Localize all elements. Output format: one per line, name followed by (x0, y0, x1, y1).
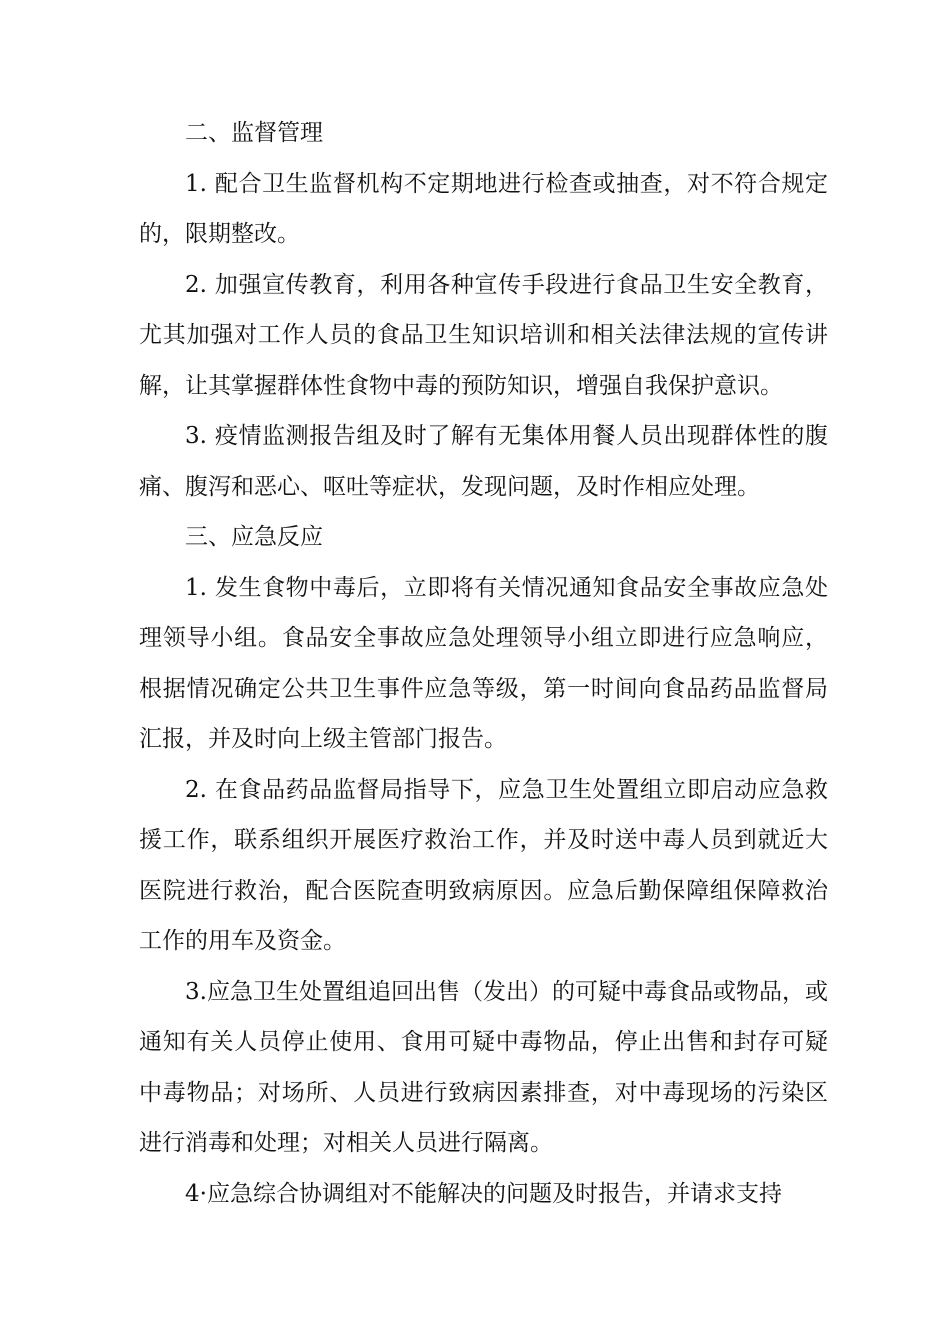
paragraph-emergency-1: 1. 发生食物中毒后，立即将有关情况通知食品安全事故应急处理领导小组。食品安全事故应急处理领导小组立即进行应急响应，根据情况确定公共卫生事件应急等级，第一时间向食品药品监督局汇报，并及时向上级主管部门报告。 (139, 574, 828, 752)
section-heading-supervision: 二、监督管理 (185, 120, 323, 146)
document-body (139, 108, 828, 1219)
paragraph-supervision-1: 1. 配合卫生监督机构不定期地进行检查或抽查，对不符合规定的，限期整改。 (139, 170, 828, 247)
paragraph-emergency-4: 4·应急综合协调组对不能解决的问题及时报告，并请求支持 (185, 1180, 782, 1207)
section-heading-emergency: 三、应急反应 (185, 524, 323, 550)
paragraph-emergency-3: 3.应急卫生处置组追回出售（发出）的可疑中毒食品或物品，或通知有关人员停止使用、食用可疑中毒物品，停止出售和封存可疑中毒物品；对场所、人员进行致病因素排查，对中毒现场的污染区进行消毒和处理；对相关人员进行隔离。 (139, 978, 828, 1156)
paragraph-supervision-2: 2. 加强宣传教育，利用各种宣传手段进行食品卫生安全教育，尤其加强对工作人员的食品卫生知识培训和相关法律法规的宣传讲解，让其掌握群体性食物中毒的预防知识，增强自我保护意识。 (139, 271, 828, 399)
paragraph-supervision-3: 3. 疫情监测报告组及时了解有无集体用餐人员出现群体性的腹痛、腹泻和恶心、呕吐等症状，发现问题，及时作相应处理。 (139, 423, 828, 500)
paragraph-emergency-2: 2. 在食品药品监督局指导下，应急卫生处置组立即启动应急救援工作，联系组织开展医疗救治工作，并及时送中毒人员到就近大医院进行救治，配合医院查明致病原因。应急后勤保障组保障救治工作的用车及资金。 (139, 776, 828, 954)
